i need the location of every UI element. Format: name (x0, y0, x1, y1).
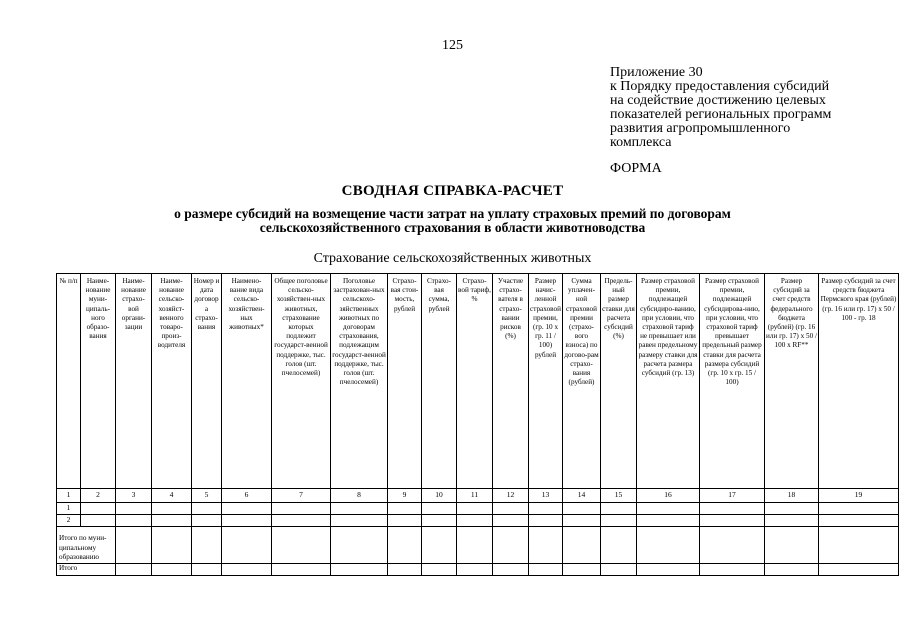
table-cell (819, 564, 899, 576)
table-cell (81, 503, 116, 515)
table-cell (116, 503, 152, 515)
table-cell (152, 564, 192, 576)
table-cell (152, 515, 192, 527)
table-cell (272, 564, 331, 576)
table-row (57, 515, 899, 527)
table-cell (152, 527, 192, 564)
appendix-line: комплекса (610, 135, 672, 150)
page-number: 125 (442, 38, 463, 53)
table-cell (331, 564, 388, 576)
column-number: 13 (529, 489, 563, 503)
column-number: 10 (422, 489, 457, 503)
table-cell (272, 503, 331, 515)
column-header: Номер и дата договора страхо-вания (192, 274, 222, 489)
table-cell (331, 503, 388, 515)
total-label: Итого (57, 564, 116, 576)
column-number: 16 (637, 489, 700, 503)
table-cell (272, 527, 331, 564)
table-cell (601, 527, 637, 564)
table-cell (81, 515, 116, 527)
column-number: 7 (272, 489, 331, 503)
appendix-line: к Порядку предоставления субсидий (610, 79, 830, 94)
table-cell (700, 503, 765, 515)
table-cell (388, 515, 422, 527)
table-cell (422, 527, 457, 564)
table-cell (457, 527, 493, 564)
table-cell (331, 515, 388, 527)
table-cell (819, 515, 899, 527)
table-cell (222, 527, 272, 564)
table-cell (819, 527, 899, 564)
table-cell (700, 527, 765, 564)
table-cell (637, 503, 700, 515)
table-row (57, 503, 899, 515)
table-cell (493, 564, 529, 576)
table-cell (637, 527, 700, 564)
column-number: 3 (116, 489, 152, 503)
table-cell (457, 515, 493, 527)
table-cell (529, 515, 563, 527)
subtotal-row (57, 527, 899, 564)
column-header: Размер начис-ленной страховой премии, (гр. 10 х гр. 11 / 100) рублей (529, 274, 563, 489)
table-cell (457, 503, 493, 515)
table-cell (563, 527, 601, 564)
table-cell (192, 564, 222, 576)
column-header: Поголовье застрахован-ных сельскохо-зяйственных животных по договорам страхования, подлежащим государст-венной поддержке, тыс. голов (шт. пчелосемей) (331, 274, 388, 489)
table-cell (116, 515, 152, 527)
column-header: Страхо-вой тариф, % (457, 274, 493, 489)
column-number: 17 (700, 489, 765, 503)
appendix-line: на содействие достижению целевых (610, 93, 826, 108)
column-header: Размер субсидий за счет средств бюджета Пермского края (рублей) (гр. 16 или гр. 17) х 50 / 100 - гр. 18 (819, 274, 899, 489)
table-cell (331, 527, 388, 564)
table-cell (765, 527, 819, 564)
table-cell (222, 564, 272, 576)
column-header: Предель-ный размер ставки для расчета субсидий (%) (601, 274, 637, 489)
column-header: Наимено-вание вида сельско-хозяйствен-ных животных* (222, 274, 272, 489)
table-cell (192, 527, 222, 564)
table-cell (388, 564, 422, 576)
column-number: 11 (457, 489, 493, 503)
table-cell (493, 515, 529, 527)
column-header: № п/п (57, 274, 81, 489)
table-cell (493, 527, 529, 564)
column-header: Участие страхо-вателя в страхо-вании рисков (%) (493, 274, 529, 489)
calculation-table (56, 273, 899, 576)
column-number: 1 (57, 489, 81, 503)
table-cell (152, 503, 192, 515)
column-header: Общее поголовье сельско-хозяйствен-ных животных, страхование которых подлежит государст-венной поддержке, тыс. голов (шт. пчелосемей) (272, 274, 331, 489)
table-cell (563, 503, 601, 515)
column-header: Наиме-нование сельско-хозяйст-венного товаро-произ-водителя (152, 274, 192, 489)
row-number: 2 (57, 515, 81, 527)
table-cell (819, 503, 899, 515)
table-cell (529, 564, 563, 576)
document-title: СВОДНАЯ СПРАВКА-РАСЧЕТ (341, 183, 564, 199)
table-header-row (57, 274, 899, 489)
column-number: 6 (222, 489, 272, 503)
column-number: 18 (765, 489, 819, 503)
table-cell (422, 564, 457, 576)
column-number: 12 (493, 489, 529, 503)
table-cell (422, 503, 457, 515)
appendix-line: развития агропромышленного (610, 121, 791, 136)
table-cell (192, 503, 222, 515)
section-title: Страхование сельскохозяйственных животных (313, 251, 592, 266)
column-header: Страхо-вая стои-мость, рублей (388, 274, 422, 489)
table-cell (563, 564, 601, 576)
column-header: Наиме-нование муни-ципаль-ного образо-вания (81, 274, 116, 489)
table-cell (563, 515, 601, 527)
column-number: 4 (152, 489, 192, 503)
table-cell (422, 515, 457, 527)
column-header: Размер страховой премии, подлежащей субсидиро-ванию, при условии, что страховой тариф не превышает или равен предельному размеру ставки для расчета размера субсидий (гр. 13) (637, 274, 700, 489)
form-label: ФОРМА (610, 161, 662, 176)
table-cell (637, 564, 700, 576)
table-cell (637, 515, 700, 527)
table-cell (700, 515, 765, 527)
column-number: 19 (819, 489, 899, 503)
document-subtitle: о размере субсидий на возмещение части затрат на уплату страховых премий по договорам сельскохозяйственного страхования в области животноводства (174, 206, 731, 235)
table-cell (116, 564, 152, 576)
column-header: Страхо-вая сумма, рублей (422, 274, 457, 489)
column-number: 15 (601, 489, 637, 503)
row-number: 1 (57, 503, 81, 515)
table-cell (765, 515, 819, 527)
column-number: 14 (563, 489, 601, 503)
table-cell (601, 515, 637, 527)
table-cell (116, 527, 152, 564)
appendix-note (610, 66, 870, 150)
appendix-line: показателей региональных программ (610, 107, 832, 122)
table-cell (529, 503, 563, 515)
table-cell (493, 503, 529, 515)
table-cell (765, 503, 819, 515)
table-cell (222, 515, 272, 527)
table-cell (192, 515, 222, 527)
table-cell (222, 503, 272, 515)
table-cell (272, 515, 331, 527)
table-cell (700, 564, 765, 576)
column-number: 5 (192, 489, 222, 503)
column-number: 8 (331, 489, 388, 503)
table-cell (388, 527, 422, 564)
table-cell (765, 564, 819, 576)
column-header: Сумма уплачен-ной страховой премии (страхо-вого взноса) по догово-рам страхо-вания (рублей) (563, 274, 601, 489)
column-number: 2 (81, 489, 116, 503)
subtotal-label: Итого по муни-ципальному образованию (57, 527, 116, 564)
table-cell (601, 564, 637, 576)
column-header: Наиме-нование страхо-вой органи-зации (116, 274, 152, 489)
total-row (57, 564, 899, 576)
column-number-row (57, 489, 899, 503)
table-cell (529, 527, 563, 564)
column-number: 9 (388, 489, 422, 503)
table-cell (601, 503, 637, 515)
column-header: Размер страховой премии, подлежащей субсидирова-нию, при условии, что страховой тариф превышает предельный размер ставки для расчета размера субсидий (гр. 10 х гр. 15 / 100) (700, 274, 765, 489)
table-cell (457, 564, 493, 576)
table-cell (388, 503, 422, 515)
column-header: Размер субсидий за счет средств федерального бюджета (рублей) (гр. 16 или гр. 17) х 50 / 100 х RF** (765, 274, 819, 489)
appendix-line: Приложение 30 (610, 65, 703, 80)
